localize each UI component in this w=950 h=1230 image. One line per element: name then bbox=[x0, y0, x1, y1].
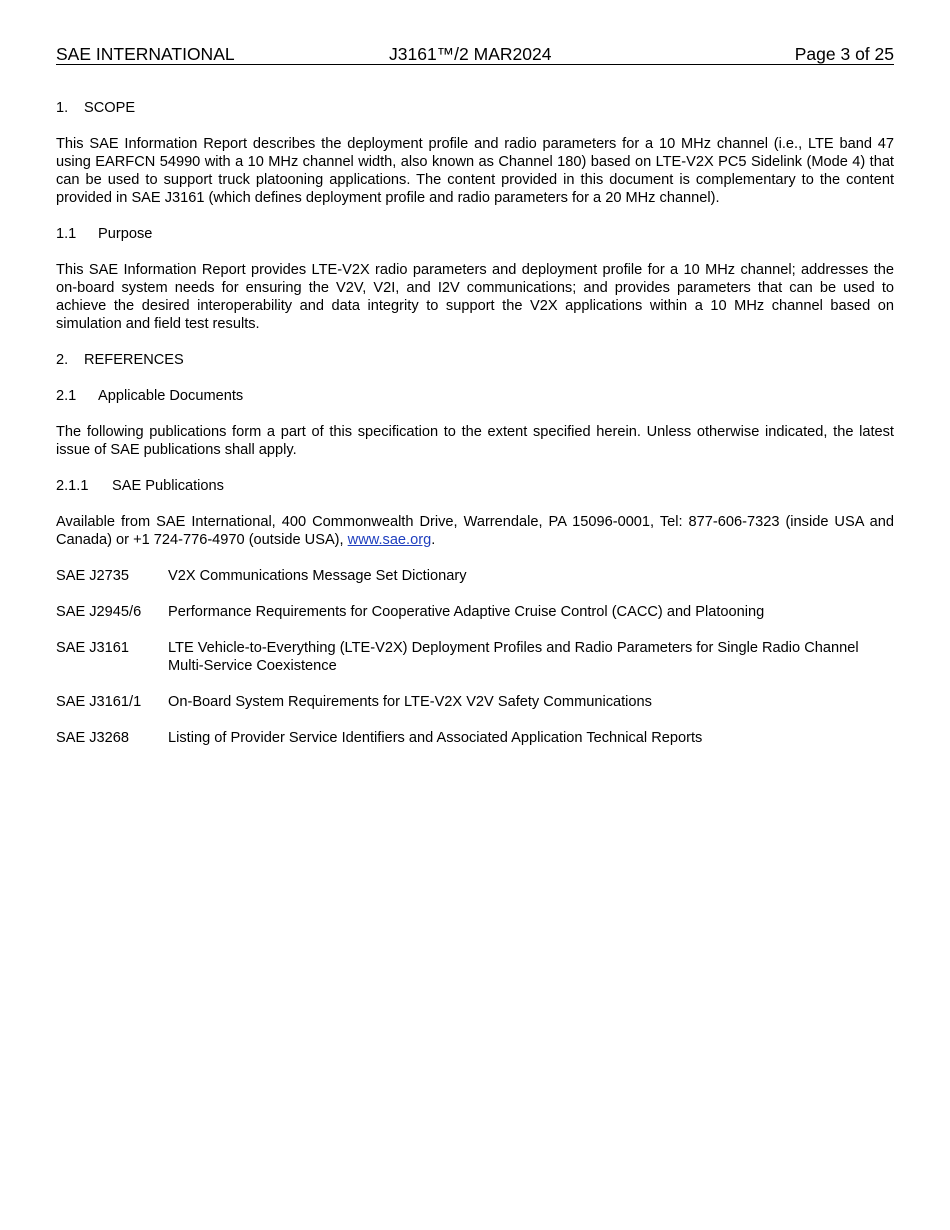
sae-publications-text-end: . bbox=[431, 532, 436, 548]
sae-publications-paragraph bbox=[56, 513, 894, 549]
section-title: Applicable Documents bbox=[98, 388, 244, 404]
page-header bbox=[56, 44, 894, 65]
reference-id: SAE J3161 bbox=[56, 640, 130, 656]
document-body bbox=[56, 99, 894, 747]
reference-title: Performance Requirements for Cooperative Adaptive Cruise Control (CACC) and Platooning bbox=[168, 604, 765, 620]
reference-id: SAE J2945/6 bbox=[56, 604, 142, 620]
reference-title: Listing of Provider Service Identifiers and Associated Application Technical Reports bbox=[168, 730, 703, 746]
reference-item bbox=[56, 639, 894, 675]
applicable-documents-paragraph: The following publications form a part of this specification to the extent specified herein. Unless otherwise indicated, the latest issue of SAE publications shall apply. bbox=[56, 424, 894, 458]
sae-website-link[interactable]: www.sae.org bbox=[347, 532, 432, 548]
reference-item bbox=[56, 729, 894, 747]
section-title: SAE Publications bbox=[112, 478, 224, 494]
header-org: SAE INTERNATIONAL bbox=[56, 44, 235, 64]
reference-item bbox=[56, 603, 894, 621]
section-heading-references bbox=[56, 351, 894, 369]
reference-title: LTE Vehicle-to-Everything (LTE-V2X) Deployment Profiles and Radio Parameters for Single Radio Channel Multi-Service Coexistence bbox=[168, 640, 859, 674]
reference-id: SAE J3268 bbox=[56, 730, 130, 746]
section-number: 2.1 bbox=[56, 388, 77, 404]
section-title: Purpose bbox=[98, 226, 153, 242]
section-heading-applicable-documents bbox=[56, 387, 894, 405]
section-number: 2. bbox=[56, 352, 69, 368]
reference-title: V2X Communications Message Set Dictionary bbox=[168, 568, 467, 584]
reference-item bbox=[56, 693, 894, 711]
header-page-number: Page 3 of 25 bbox=[794, 44, 894, 64]
scope-paragraph: This SAE Information Report describes the deployment profile and radio parameters for a 10 MHz channel (i.e., LTE band 47 using EARFCN 54990 with a 10 MHz channel width, also known as Channel 180) based on LTE-V2X PC5 Sidelink (Mode 4) that can be used to support truck platooning applications. The content provided in this document is complementary to the content provided in SAE J3161 (which defines deployment profile and radio parameters for a 20 MHz channel). bbox=[56, 136, 894, 206]
purpose-paragraph: This SAE Information Report provides LTE-V2X radio parameters and deployment profile for a 10 MHz channel; addresses the on-board system needs for ensuring the V2V, V2I, and I2V communications; and provides parameters that can be used to achieve the desired interoperability and data integrity to support the V2X applications within a 10 MHz channel based on simulation and field test results. bbox=[56, 262, 894, 332]
header-doc-id: J3161™/2 MAR2024 bbox=[389, 44, 552, 64]
section-number: 2.1.1 bbox=[56, 478, 89, 494]
section-number: 1.1 bbox=[56, 226, 77, 242]
section-heading-scope bbox=[56, 99, 894, 117]
sae-publications-text: Available from SAE International, 400 Commonwealth Drive, Warrendale, PA 15096-0001, Tel: 877-606-7323 (inside USA and Canada) or +1 724-776-4970 (outside USA), bbox=[56, 514, 894, 548]
reference-item bbox=[56, 567, 894, 585]
reference-title: On-Board System Requirements for LTE-V2X V2V Safety Communications bbox=[168, 694, 652, 710]
section-number: 1. bbox=[56, 100, 69, 116]
section-heading-sae-publications bbox=[56, 477, 894, 495]
section-title: SCOPE bbox=[84, 100, 136, 116]
section-title: REFERENCES bbox=[84, 352, 184, 368]
reference-id: SAE J3161/1 bbox=[56, 694, 142, 710]
reference-id: SAE J2735 bbox=[56, 568, 130, 584]
section-heading-purpose bbox=[56, 225, 894, 243]
